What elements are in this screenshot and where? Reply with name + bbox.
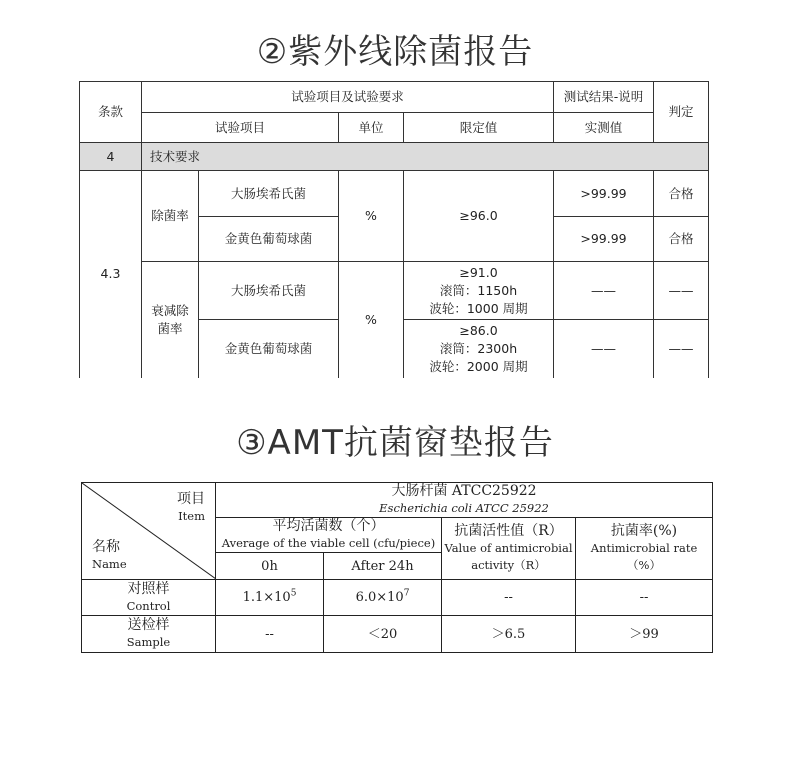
table-row-item: 金黄色葡萄球菌 bbox=[199, 320, 339, 378]
decayed-sterilization-rate-label: 衰减除 菌率 bbox=[142, 262, 199, 378]
unit-cell: % bbox=[339, 171, 404, 262]
measured-cell: —— bbox=[554, 320, 654, 378]
limit-cell: ≥91.0 滚筒：1150h 波轮：1000 周期 bbox=[404, 262, 554, 320]
control-r-value: -- bbox=[442, 580, 576, 616]
judgement-header: 判定 bbox=[654, 82, 709, 143]
items-requirements-header: 试验项目及试验要求 bbox=[142, 82, 554, 113]
judgement-cell: —— bbox=[654, 262, 709, 320]
amt-report-title: ③AMT抗菌窗垫报告 bbox=[236, 423, 554, 463]
sample-0h-value: -- bbox=[216, 616, 324, 653]
sample-rate-value: ＞99 bbox=[576, 616, 713, 653]
uv-sterilization-table bbox=[79, 81, 709, 378]
tech-clause: 4 bbox=[80, 143, 142, 171]
measured-cell: >99.99 bbox=[554, 217, 654, 262]
control-0h-value: $1.1\times 10^5$ bbox=[216, 580, 324, 616]
unit-header: 单位 bbox=[339, 113, 404, 143]
uv-report-title: ②紫外线除菌报告 bbox=[256, 32, 534, 72]
table-row-sample: 送检样 Sample bbox=[82, 616, 216, 653]
col-24h-header: After 24h bbox=[324, 553, 442, 580]
control-24h-value: $6.0\times 10^7$ bbox=[324, 580, 442, 616]
strain-header: 大肠杆菌 ATCC25922 Escherichia coli ATCC 25922 bbox=[216, 483, 713, 518]
table-row-item: 大肠埃希氏菌 bbox=[199, 171, 339, 217]
col-0h-header: 0h bbox=[216, 553, 324, 580]
sample-r-value: ＞6.5 bbox=[442, 616, 576, 653]
measured-cell: —— bbox=[554, 262, 654, 320]
amt-antimicrobial-table bbox=[81, 482, 713, 653]
table-row-item: 大肠埃希氏菌 bbox=[199, 262, 339, 320]
limit-cell: ≥86.0 滚筒：2300h 波轮：2000 周期 bbox=[404, 320, 554, 378]
clause-4-3: 4.3 bbox=[80, 171, 142, 378]
test-item-header: 试验项目 bbox=[142, 113, 339, 143]
table-row-control: 对照样 Control bbox=[82, 580, 216, 616]
antimicrobial-value-header: 抗菌活性值（R） Value of antimicrobial activity（R） bbox=[442, 518, 576, 580]
clause-header: 条款 bbox=[80, 82, 142, 143]
corner-header bbox=[82, 483, 216, 580]
corner-name-label: 名称 Name bbox=[92, 539, 127, 571]
limit-header: 限定值 bbox=[404, 113, 554, 143]
sample-24h-value: ＜20 bbox=[324, 616, 442, 653]
tech-requirement-label: 技术要求 bbox=[142, 143, 709, 171]
control-rate-value: -- bbox=[576, 580, 713, 616]
unit-cell: % bbox=[339, 262, 404, 378]
judgement-cell: 合格 bbox=[654, 171, 709, 217]
judgement-cell: 合格 bbox=[654, 217, 709, 262]
sterilization-rate-label: 除菌率 bbox=[142, 171, 199, 262]
corner-item-label: 项目 Item bbox=[177, 491, 205, 523]
average-viable-header: 平均活菌数（个） Average of the viable cell (cfu/piece) bbox=[216, 518, 442, 553]
measured-cell: >99.99 bbox=[554, 171, 654, 217]
table-row-item: 金黄色葡萄球菌 bbox=[199, 217, 339, 262]
result-explanation-header: 测试结果-说明 bbox=[554, 82, 654, 113]
antimicrobial-rate-header: 抗菌率(%) Antimicrobial rate （%） bbox=[576, 518, 713, 580]
measured-header: 实测值 bbox=[554, 113, 654, 143]
limit-cell: ≥96.0 bbox=[404, 171, 554, 262]
judgement-cell: —— bbox=[654, 320, 709, 378]
